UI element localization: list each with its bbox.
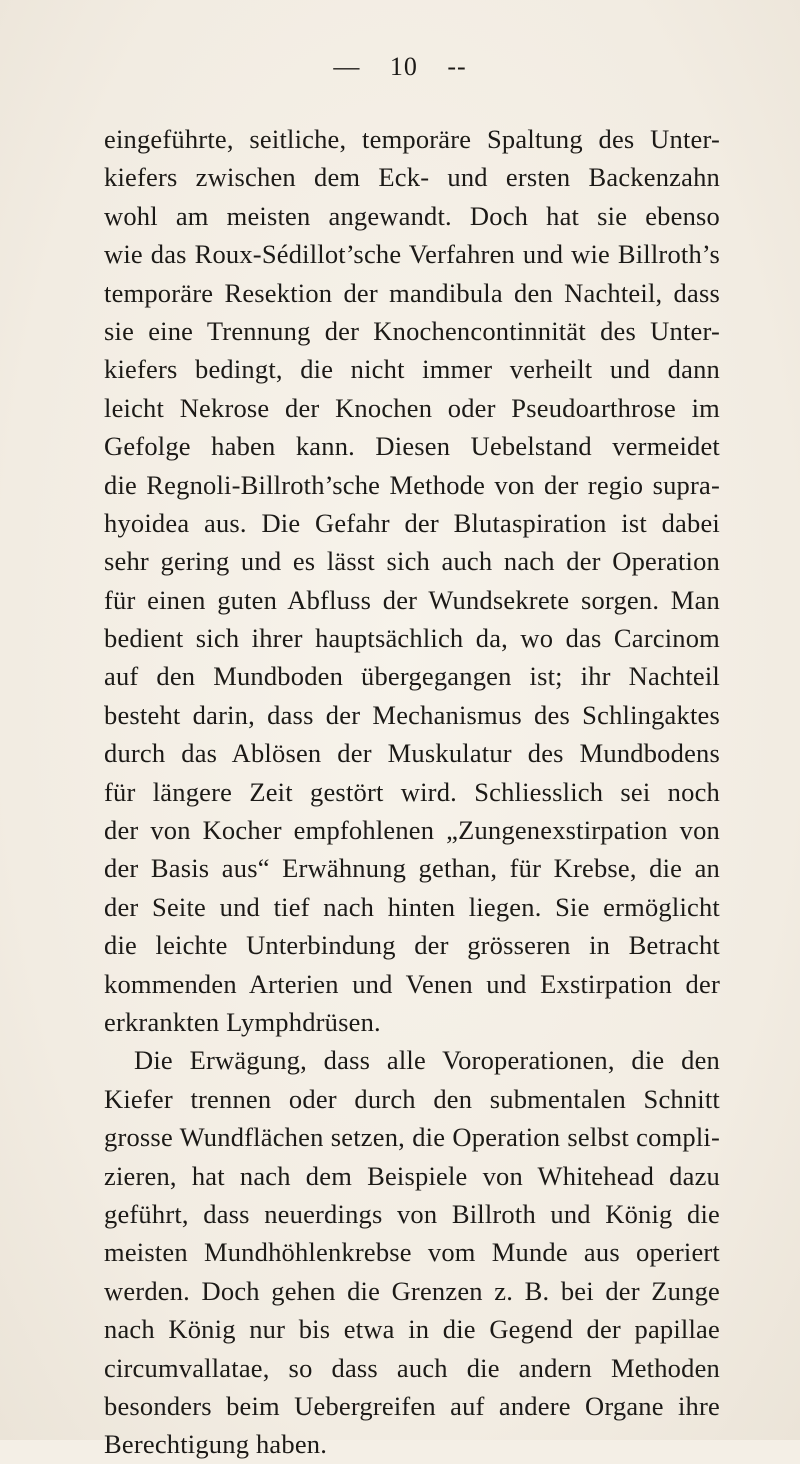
text-line: die Regnoli-Billroth’sche Methode von der regio supra- — [104, 469, 720, 500]
text-line: für einen guten Abfluss der Wundsekrete sorgen. Man — [104, 584, 720, 615]
text-line: geführt, dass neuerdings von Billroth und König die — [104, 1198, 720, 1229]
text-line: der Basis aus“ Erwähnung gethan, für Krebse, die an — [104, 853, 720, 884]
text-line: wohl am meisten angewandt. Doch hat sie ebenso — [104, 200, 720, 231]
page-number: 10 — [389, 52, 418, 81]
text-line: sehr gering und es lässt sich auch nach der Operation — [104, 546, 720, 577]
text-line: durch das Ablösen der Muskulatur des Mundbodens — [104, 738, 720, 769]
text-line: kommenden Arterien und Venen und Exstirpation der — [104, 968, 720, 999]
text-line: zieren, hat nach dem Beispiele von Whitehead dazu — [104, 1160, 720, 1191]
body-text — [104, 120, 720, 1464]
text-line: Die Erwägung, dass alle Voroperationen, die den — [134, 1045, 720, 1076]
text-line: wie das Roux-Sédillot’sche Verfahren und wie Billroth’s — [104, 239, 720, 270]
text-line: temporäre Resektion der mandibula den Nachteil, dass — [104, 277, 720, 308]
text-line: besonders beim Uebergreifen auf andere Organe ihre — [104, 1390, 720, 1421]
text-line: leicht Nekrose der Knochen oder Pseudoarthrose im — [104, 392, 720, 423]
text-line: die leichte Unterbindung der grösseren in Betracht — [104, 930, 720, 961]
text-line: Gefolge haben kann. Diesen Uebelstand vermeidet — [104, 431, 720, 462]
text-line: erkrankten Lymphdrüsen. — [104, 1006, 381, 1037]
text-line: Berechtigung haben. — [104, 1429, 328, 1460]
header-dash-left: — — [333, 52, 361, 81]
text-line: besteht darin, dass der Mechanismus des Schlingaktes — [104, 699, 720, 730]
text-line: eingeführte, seitliche, temporäre Spaltung des Unter- — [104, 124, 720, 154]
text-line: circumvallatae, so dass auch die andern Methoden — [104, 1352, 720, 1383]
text-line: grosse Wundflächen setzen, die Operation selbst compli- — [104, 1122, 720, 1153]
text-line: auf den Mundboden übergegangen ist; ihr Nachteil — [104, 661, 720, 692]
text-line: werden. Doch gehen die Grenzen z. B. bei der Zunge — [104, 1275, 720, 1306]
text-line: bedient sich ihrer hauptsächlich da, wo das Carcinom — [104, 623, 720, 654]
text-line: kiefers zwischen dem Eck- und ersten Backenzahn — [104, 162, 720, 193]
text-line: der von Kocher empfohlenen „Zungenexstirpation von — [104, 815, 720, 846]
text-line: für längere Zeit gestört wird. Schliesslich sei noch — [104, 776, 720, 807]
text-line: sie eine Trennung der Knochencontinnität des Unter- — [104, 315, 720, 346]
header-dash-right: -- — [447, 52, 467, 81]
text-line: kiefers bedingt, die nicht immer verheilt und dann — [104, 354, 720, 385]
text-line: Kiefer trennen oder durch den submentalen Schnitt — [104, 1083, 720, 1114]
text-line: der Seite und tief nach hinten liegen. Sie ermöglicht — [104, 891, 720, 922]
text-line: nach König nur bis etwa in die Gegend der papillae — [104, 1314, 720, 1345]
text-line: meisten Mundhöhlenkrebse vom Munde aus operiert — [104, 1237, 720, 1268]
page-header — [0, 52, 800, 82]
text-line: hyoidea aus. Die Gefahr der Blutaspiration ist dabei — [104, 507, 720, 538]
